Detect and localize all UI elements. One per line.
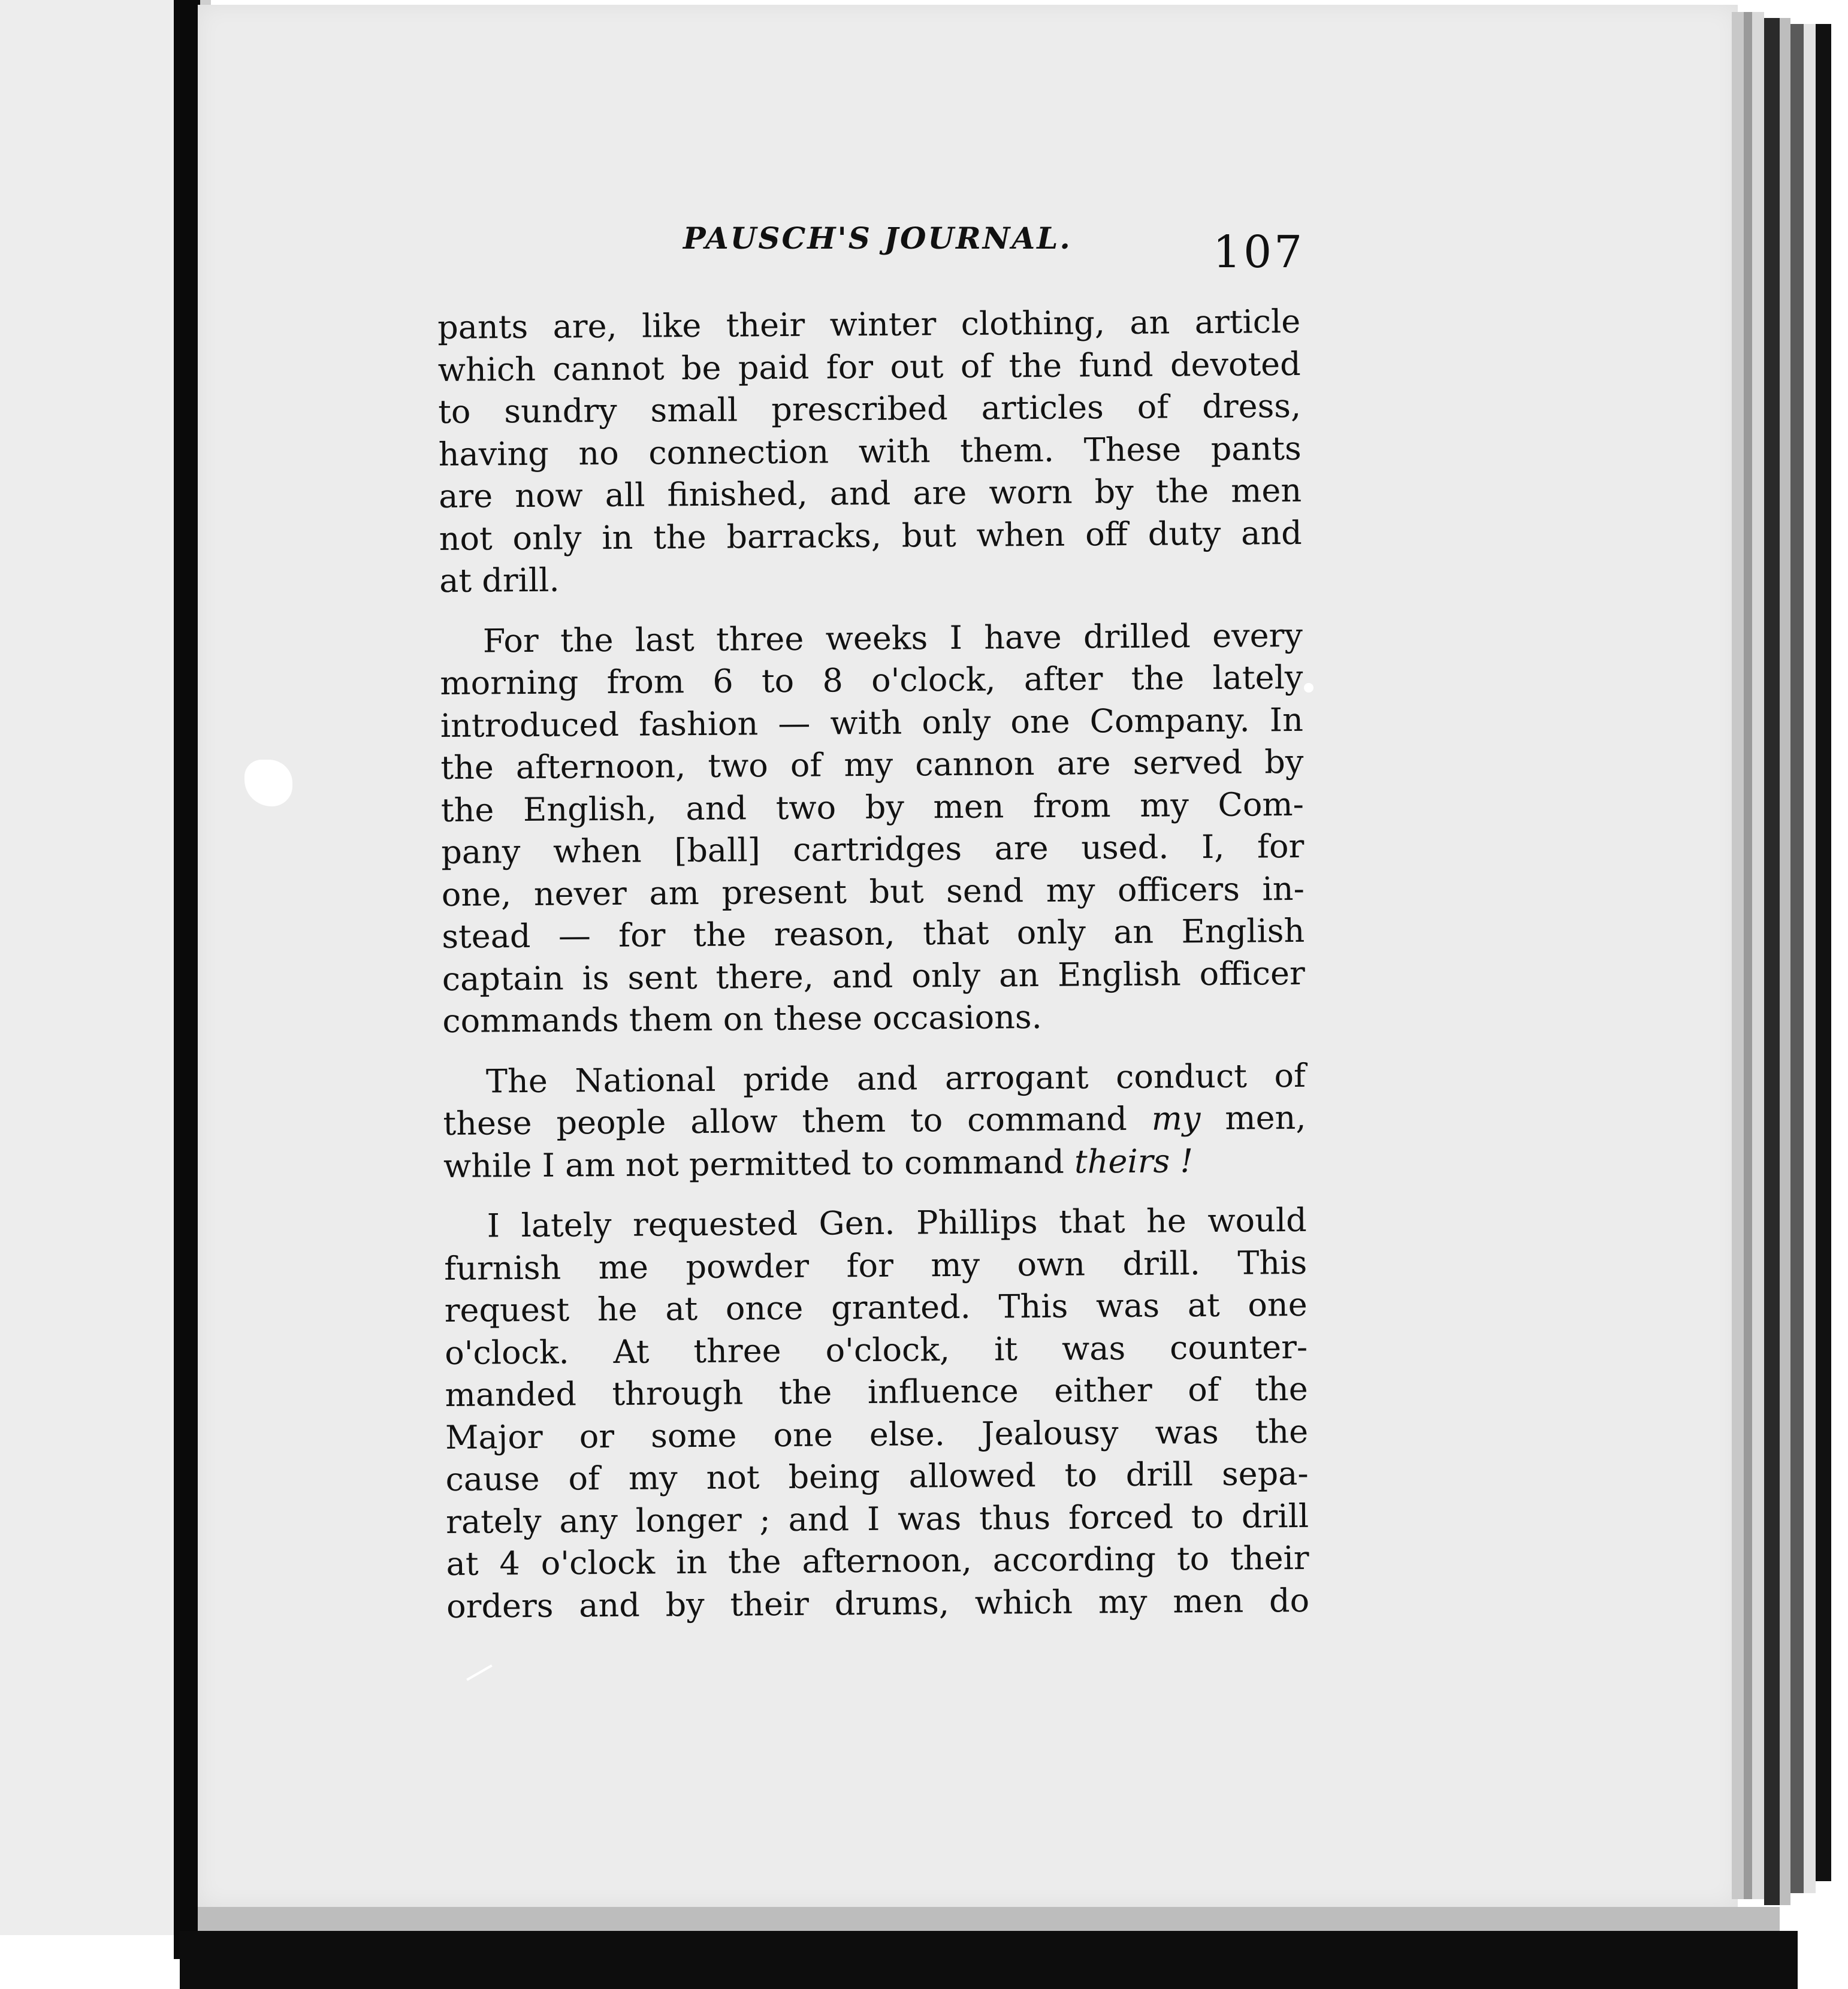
page-number: 107: [1213, 226, 1305, 278]
paragraph-1: [437, 301, 1302, 603]
text-fragment: while I am not permitted to command: [443, 1142, 1065, 1185]
page-edge: [1780, 18, 1790, 1905]
text-line: For the last three weeks I have drilled every: [482, 616, 1303, 660]
text-line: the afternoon, two of my cannon are served by: [440, 742, 1304, 787]
page-edge: [1752, 12, 1764, 1899]
text-line: [443, 1139, 1306, 1187]
text-line: I lately requested Gen. Phillips that he would: [487, 1201, 1307, 1245]
text-line: pants are, like their winter clothing, an article: [437, 302, 1301, 346]
text-line: rately any longer ; and I was thus forced to drill: [445, 1497, 1309, 1541]
scan-speck: [1304, 683, 1313, 693]
scan-margin: [1831, 0, 1848, 1989]
page-edge: [1816, 24, 1831, 1881]
page-bottom-shadow: [198, 1907, 1780, 1931]
paragraph-3: [443, 1054, 1306, 1187]
text-line: at 4 o'clock in the afternoon, according to their: [446, 1538, 1309, 1583]
page-edge: [1744, 12, 1752, 1899]
text-line: [443, 1097, 1306, 1145]
text-line: introduced fashion — with only one Company. In: [440, 700, 1304, 745]
text-line: having no connection with them. These pants: [438, 429, 1302, 473]
scan-bottom-border: [180, 1931, 1798, 1989]
page-edge: [1790, 24, 1804, 1893]
text-line: o'clock. At three o'clock, it was counter-: [444, 1328, 1308, 1372]
binding-gutter-shadow: [174, 0, 200, 1959]
text-fragment: men,: [1225, 1098, 1306, 1137]
italic-emphasis: theirs !: [1074, 1141, 1194, 1181]
text-line: the English, and two by men from my Com-: [440, 785, 1305, 829]
text-line: one, never am present but send my officers in-: [441, 869, 1305, 914]
text-line: which cannot be paid for out of the fund devoted: [437, 344, 1301, 389]
page-edge: [1764, 18, 1780, 1905]
text-line: The National pride and arrogant conduct of: [485, 1056, 1306, 1100]
running-head: PAUSCH'S JOURNAL.: [683, 220, 1072, 256]
page-edge: [1804, 24, 1816, 1893]
body-text: [437, 301, 1309, 1628]
text-line: orders and by their drums, which my men do: [446, 1581, 1310, 1625]
text-line: at drill.: [439, 561, 560, 600]
text-line: stead — for the reason, that only an English: [442, 911, 1305, 956]
text-line: are now all finished, and are worn by the men: [438, 471, 1302, 515]
text-line: cause of my not being allowed to drill sepa-: [445, 1454, 1309, 1498]
text-fragment: these people allow them to command: [443, 1099, 1128, 1142]
text-line: not only in the barracks, but when off duty and: [439, 513, 1302, 558]
page-edge: [1732, 12, 1744, 1899]
text-line: Major or some one else. Jealousy was the: [445, 1412, 1309, 1456]
text-line: to sundry small prescribed articles of dress,: [438, 386, 1302, 431]
italic-emphasis: my: [1151, 1099, 1201, 1138]
facing-page-sliver: [0, 0, 174, 1935]
text-line: request he at once granted. This was at one: [444, 1285, 1308, 1329]
text-line: pany when [ball] cartridges are used. I, for: [441, 827, 1305, 871]
paragraph-2: [440, 614, 1306, 1042]
text-line: manded through the influence either of the: [445, 1370, 1308, 1414]
paragraph-4: [443, 1199, 1309, 1628]
text-line: captain is sent there, and only an English officer: [442, 954, 1306, 998]
text-line: morning from 6 to 8 o'clock, after the lately: [440, 658, 1303, 702]
text-line: commands them on these occasions.: [442, 997, 1042, 1040]
text-line: furnish me powder for my own drill. This: [443, 1243, 1308, 1287]
